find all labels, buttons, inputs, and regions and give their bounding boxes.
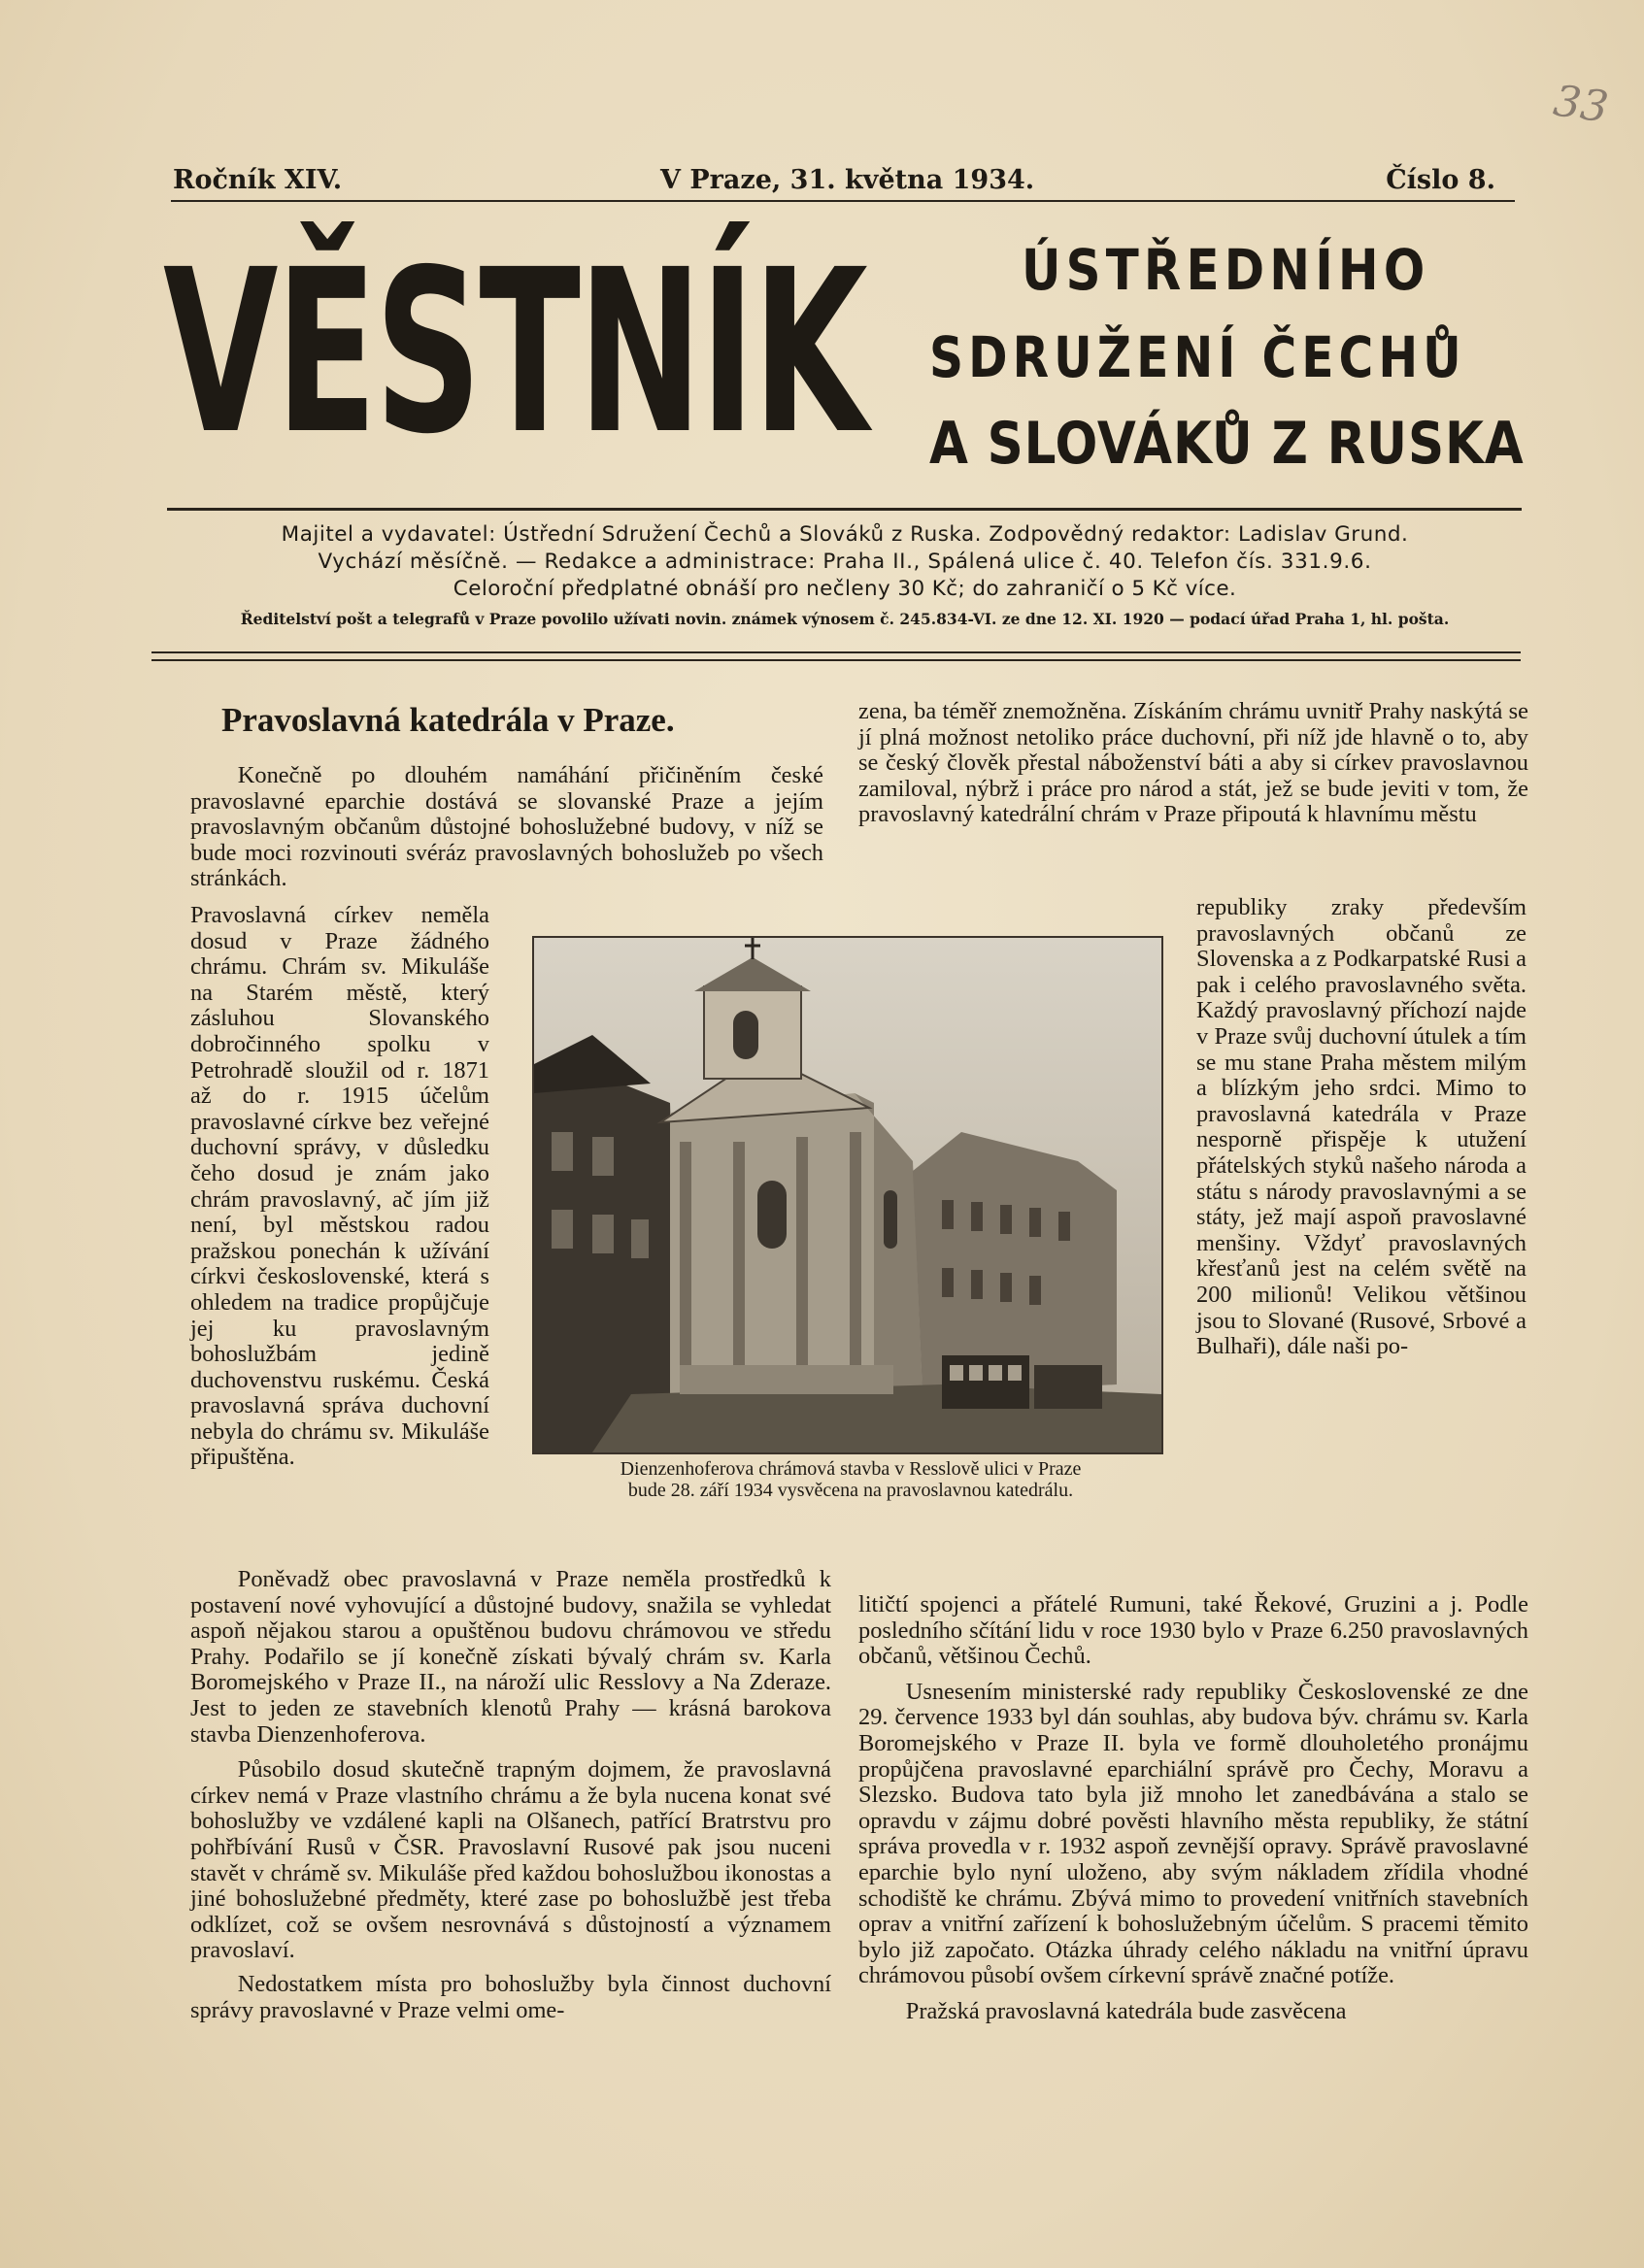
imprint-subscription: Celoroční předplatné obnáší pro nečleny 30 Kč; do zahraničí o 5 Kč více. [453,577,1237,601]
caption-line-1: Dienzenhoferova chrámová stavba v Resslově ulici v Praze [620,1458,1082,1480]
volume-number: Ročník XIV. [173,165,343,195]
paragraph: Působilo dosud skutečně trapným dojmem, že pravoslavná církev nemá v Praze vlastního chrámu a že byla nucena konat své bohoslužby ve vzdálené kapli na Olšanech, patřící Bratrstvu pro pohřbívání Rusů v ČSR. Pravoslavní Rusové pak jsou nuceni stavět v chrámě sv. Mikuláše před každou bohoslužbou ikonostas a jiné bohoslužebné předměty, které zase po bohoslužbě jest třeba odklízet, což se ovšem nesrovnává s důstojností a významem pravoslaví. [190,1756,831,1964]
paragraph: Pravoslavná církev neměla dosud v Praze žádného chrámu. Chrám sv. Mikuláše na Starém městě, který zásluhou Slovanského dobročinného spolku v Petrohradě sloužil od r. 1871 až do r. 1915 účelům pravoslavné církve bez veřejné duchovní správy, v důsledku čeho dosud je znám jako chrám pravoslavný, ač jím již není, byl městskou radou pražskou ponechán k užívání církvi československé, která s ohledem na tradice propůjčuje jej ku pravoslavným bohoslužbám jedině duchovenstvu ruskému. Česká pravoslavná správa duchovní nebyla do chrámu sv. Mikuláše připuštěna. [190,902,489,1471]
article-title: Pravoslavná katedrála v Praze. [221,701,675,739]
left-intro [190,763,823,892]
header-double-rule-top [151,651,1521,653]
paragraph: Nedostatkem místa pro bohoslužby byla činnost duchovní správy pravoslavné v Praze velmi ome- [190,1970,831,2023]
right-top [858,699,1528,828]
right-lower [858,1592,1528,2025]
masthead-rule [167,508,1522,511]
header-double-rule-bottom [151,659,1521,661]
left-narrow [190,903,489,1471]
paragraph: Pražská pravoslavná katedrála bude zasvěcena [905,1997,1347,2024]
issue-line [173,165,1523,200]
masthead-subtitle-3: A SLOVÁKŮ Z RUSKA [929,410,1525,478]
top-rule [171,200,1515,202]
issue-number: Číslo 8. [1386,165,1495,195]
church-photo-illustration [534,938,1161,1452]
issue-date: V Praze, 31. května 1934. [660,165,1035,195]
handwritten-page-note: 33 [1550,76,1612,133]
masthead-title: VĚSTNÍK [163,221,866,484]
left-lower [190,1567,831,2023]
paragraph: Konečně po dlouhém namáhání přičiněním české pravoslavné eparchie dostává se slovanské Praze a jejím pravoslavným občanům důstojné bohoslužebné budovy, v níž se bude moci rozvinouti svéráz pravoslavných bohoslužeb po všech stránkách. [190,762,823,892]
paragraph: Poněvadž obec pravoslavná v Praze neměla prostředků k postavení nové vyhovující a důstojné budovy, snažila se vyhledat aspoň nějakou starou a opuštěnou budovu chrámovou ve středu Prahy. Podařilo se jí konečně získati bývalý chrám sv. Karla Boromejského v Praze II., na nároží ulic Resslovy a Na Zderaze. Jest to jeden ze stavebních klenotů Prahy — krásná barokova stavba Dienzenhoferova. [190,1566,831,1748]
paragraph: zena, ba téměř znemožněna. Získáním chrámu uvnitř Prahy naskýtá se jí plná možnost netoliko práce duchovní, při níž jde hlavně o to, aby se český člověk přestal náboženství báti a aby si církev pravoslavnou zamiloval, nýbrž i práce pro národ a stát, jež se bude jeviti v tom, že pravoslavný katedrální chrám v Praze připoutá k hlavnímu městu [858,698,1528,828]
paragraph: litičtí spojenci a přátelé Rumuni, také Řekové, Gruzini a j. Podle posledního sčítání lidu v roce 1930 bylo v Praze 6.250 pravoslavných občanů, většinou Čechů. [858,1591,1528,1670]
paragraph: republiky zraky především pravoslavných občanů ze Slovenska a z Podkarpatské Rusi a pak i celého pravoslavného světa. Každý pravoslavný příchozí najde v Praze svůj duchovní útulek a tím se mu stane Praha městem milým a blízkým jeho srdci. Mimo to pravoslavná katedrála v Praze nesporně přispěje k utužení přátelských styků našeho národa a státu s národy pravoslavnými a se státy, jež mají aspoň pravoslavné menšiny. Vždyť pravoslavných křesťanů jest na celém světě na 200 milionů! Velikou většinou jsou to Slované (Rusové, Srbové a Bulhaři), dále naši po- [1196,894,1527,1360]
imprint-postal: Ředitelství pošt a telegrafů v Praze povolilo užívati novin. známek výnosem č. 245.834-VI. ze dne 12. XI. 1920 — podací úřad Praha 1, hl. pošta. [240,610,1450,628]
paragraph: Usnesením ministerské rady republiky Československé ze dne 29. července 1933 byl dán souhlas, aby budova býv. chrámu sv. Karla Boromejského v Praze II. byla ve formě dlouholetého pronájmu propůjčena pravoslavné eparchiální správě pro Čechy, Moravu a Slezsko. Budova tato byla již mnoho let zanedbávána a stalo se opravdu v zájmu dobré pověsti hlavního města republiky, že státní správa provedla v r. 1932 aspoň zevnější opravy. Správě pravoslavné eparchie bylo nyní uloženo, aby svým nákladem zřídila vhodné schodiště ke chrámu. Zbývá mimo to provedení vnitřních stavebních oprav a vnitřní zařízení k bohoslužebným účelům. S pracemi těmito bylo již započato. Otázka úhrady celého nákladu na vnitřní úpravu chrámovou působí ovšem církevní správě značné potíže. [858,1678,1528,1989]
imprint-address: Vychází měsíčně. — Redakce a administrace: Praha II., Spálená ulice č. 40. Telefon čís. 331.9.6. [318,550,1372,574]
imprint-owner: Majitel a vydavatel: Ústřední Sdružení Čechů a Slováků z Ruska. Zodpovědný redaktor: Ladislav Grund. [281,522,1409,547]
right-narrow [1196,895,1527,1360]
caption-line-2: bude 28. září 1934 vysvěcena na pravoslavnou katedrálu. [627,1480,1074,1501]
photo-caption [536,1458,1165,1501]
masthead-subtitle-2: SDRUŽENÍ ČECHŮ [929,324,1466,390]
church-photo [532,936,1163,1454]
masthead-subtitle-1: ÚSTŘEDNÍHO [1022,237,1430,303]
